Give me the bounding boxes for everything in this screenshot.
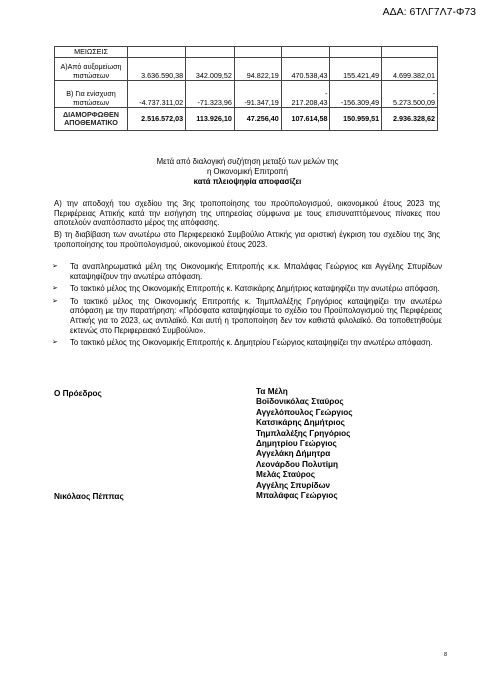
cell: 94.822,19 — [234, 58, 281, 81]
president-name: Νικόλαος Πέππας — [54, 492, 124, 501]
cell: - 217.208,43 — [281, 81, 330, 108]
list-item-text: Το τακτικό μέλος της Οικονομικής Επιτροπής κ. Τημπλαλέξης Γρηγόριος καταψηφίζει την ανωτέρω απόφαση με την παρατήρηση: «Πρόσφατα καταψηφίσαμε το σχέδιο του Προϋπολογισμού της Περιφέρειας Αττικής για το 2023, ως αντιλαϊκό. Και αυτή η τροποποίηση δεν τον καθιστά φιλολαϊκό. Θα τοποθετηθούμε εκτενώς στο Περιφερειακό Συμβούλιο». — [70, 296, 442, 335]
section-label: ΜΕΙΩΣΕΙΣ — [55, 47, 128, 58]
member-name: Βοϊδονικόλας Σταύρος — [256, 397, 344, 407]
table-row-total — [55, 108, 438, 131]
member-name: Τημπλαλέξης Γρηγόριος — [256, 428, 351, 438]
cell: -91.347,19 — [234, 81, 281, 108]
bullet-list — [50, 262, 442, 351]
paragraph-b: Β) τη διαβίβαση των ανωτέρω στο Περιφερειακό Συμβούλιο Αττικής για οριστική έγκριση του σχεδίου της 3ης τροποποίησης του προϋπολογισμού, οικονομικού έτους 2023. — [54, 230, 440, 249]
row-label: Β) Για ενίσχυση πιστώσεων — [55, 81, 128, 108]
row-label: Α)Από αυξομείωση πιστώσεων — [55, 58, 128, 81]
arrow-bullet-icon: ➢ — [52, 297, 58, 305]
member-name: Αγγέλης Σπυρίδων — [256, 480, 331, 490]
cell: 2.936.328,62 — [382, 108, 438, 131]
list-item — [50, 338, 442, 348]
list-item — [50, 262, 442, 281]
member-name: Δημητρίου Γεώργιος — [256, 439, 337, 449]
cell: -4.737.311,02 — [128, 81, 186, 108]
intro-decision-line: κατά πλειοψηφία αποφασίζει — [193, 177, 302, 186]
cell: 155.421,49 — [330, 58, 382, 81]
member-name: Αγγελάκη Δήμητρα — [256, 449, 331, 459]
cell: 2.516.572,03 — [128, 108, 186, 131]
decision-intro — [0, 157, 495, 187]
cell: -71.323,96 — [186, 81, 235, 108]
paragraph-a: Α) την αποδοχή του σχεδίου της 3ης τροποποίησης του προϋπολογισμού, οικονομικού έτους 2023 της Περιφέρειας Αττικής κατά την εισήγηση της υπηρεσίας σύμφωνα με τους επισυναπτόμενους πίνακες που αποτελούν αναπόσπαστο μέρος της απόφασης. — [54, 199, 440, 228]
cell: -156.309,49 — [330, 81, 382, 108]
members-block — [256, 387, 353, 501]
arrow-bullet-icon: ➢ — [52, 263, 58, 270]
cell: 4.699.382,01 — [382, 58, 438, 81]
cell: 150.959,51 — [330, 108, 382, 131]
list-item-text: Τα αναπληρωματικά μέλη της Οικονομικής Επιτροπής κ.κ. Μπαλάφας Γεώργιος και Αγγέλης Σπυρίδων καταψηφίζουν την ανωτέρω απόφαση. — [70, 262, 442, 281]
member-name: Αγγελόπουλος Γεώργιος — [256, 407, 353, 417]
table-row — [55, 58, 438, 81]
budget-table — [54, 46, 438, 131]
intro-line: η Οικονομική Επιτροπή — [206, 167, 289, 176]
cell: 47.256,40 — [234, 108, 281, 131]
list-item — [50, 284, 442, 294]
arrow-bullet-icon: ➢ — [52, 285, 58, 293]
list-item — [50, 297, 442, 335]
cell: 470.538,43 — [281, 58, 330, 81]
member-name: Λεονάρδου Πολυτίμη — [256, 459, 339, 469]
cell: 113.926,10 — [186, 108, 235, 131]
member-name: Μπαλάφας Γεώργιος — [256, 491, 338, 501]
cell: - 5.273.500,09 — [382, 81, 438, 108]
cell: 107.614,58 — [281, 108, 330, 131]
president-title: Ο Πρόεδρος — [54, 389, 102, 398]
member-name: Κατσικάρης Δημήτριος — [256, 418, 345, 428]
cell: 342.009,52 — [186, 58, 235, 81]
row-label: ΔΙΑΜΟΡΦΩΘΕΝ ΑΠΟΘΕΜΑΤΙΚΟ — [55, 108, 128, 131]
table-header-row — [55, 47, 438, 58]
ada-code: ΑΔΑ: 6ΤΛΓ7Λ7-Φ73 — [382, 6, 476, 18]
list-item-text: Το τακτικό μέλος της Οικονομικής Επιτροπής κ. Κατσικάρης Δημήτριος καταψηφίζει την ανωτέρω απόφαση. — [70, 284, 440, 294]
member-name: Μελάς Σταύρος — [256, 470, 316, 480]
cell: 3.636.590,38 — [128, 58, 186, 81]
list-item-text: Το τακτικό μέλος της Οικονομικής Επιτροπής κ. Δημητρίου Γεώργιος καταψηφίζει την ανωτέρω απόφαση. — [70, 338, 433, 348]
table-row — [55, 81, 438, 108]
arrow-bullet-icon: ➢ — [52, 339, 58, 347]
members-title: Τα Μέλη — [256, 387, 288, 396]
page-number: 8 — [443, 652, 447, 658]
intro-line: Μετά από διαλογική συζήτηση μεταξύ των μελών της — [156, 157, 339, 166]
